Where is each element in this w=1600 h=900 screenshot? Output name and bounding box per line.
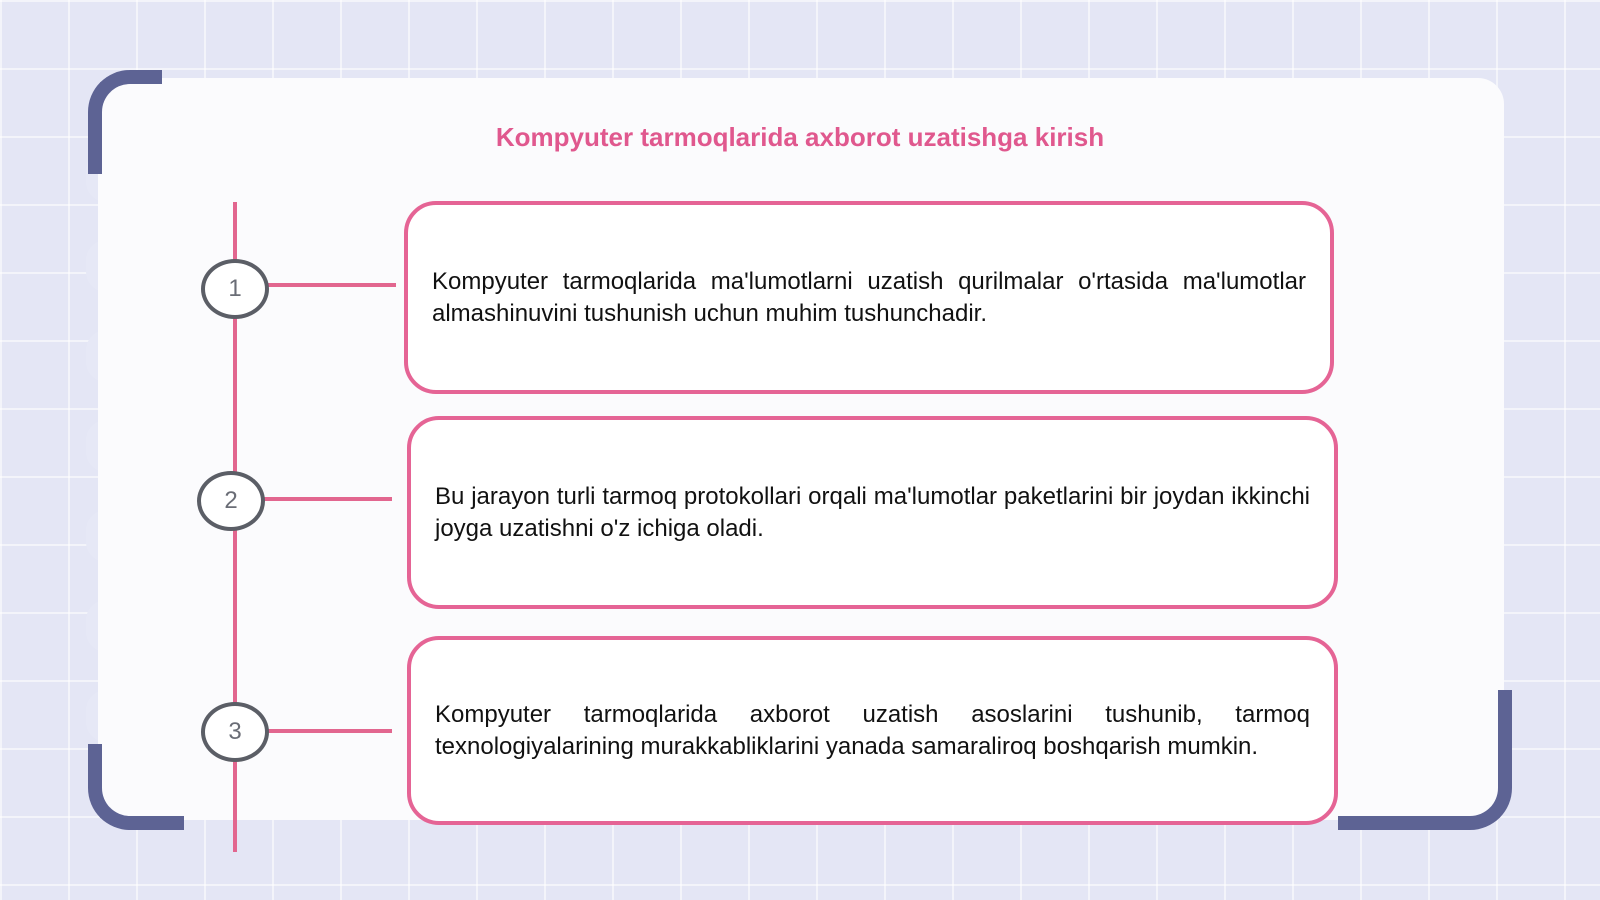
step-card (407, 636, 1338, 825)
timeline-connector (262, 497, 392, 501)
timeline-connector (266, 283, 396, 287)
corner-bracket-bottom-left (88, 744, 184, 830)
step-card (407, 416, 1338, 609)
step-text: Bu jarayon turli tarmoq protokollari orqali ma'lumotlar paketlarini bir joydan ikkinchi joyga uzatishni o'z ichiga oladi. (435, 482, 1310, 542)
slide-title: Kompyuter tarmoqlarida axborot uzatishga kirish (495, 122, 1105, 152)
step-text: Kompyuter tarmoqlarida ma'lumotlarni uzatish qurilmalar o'rtasida ma'lumotlar almashinuvini tushunish uchun muhim tushunchadir. (432, 267, 1306, 327)
step-text: Kompyuter tarmoqlarida axborot uzatish asoslarini tushunib, tarmoq texnologiyalarining murakkabliklarini yanada samaraliroq boshqarish mumkin. (435, 700, 1310, 760)
corner-bracket-bottom-right (1338, 690, 1512, 830)
corner-bracket-top-left (88, 70, 162, 174)
step-number-badge: 1 (201, 259, 269, 319)
step-number-badge: 3 (201, 702, 269, 762)
timeline-connector (266, 729, 392, 733)
step-card (404, 201, 1334, 394)
step-number-badge: 2 (197, 471, 265, 531)
